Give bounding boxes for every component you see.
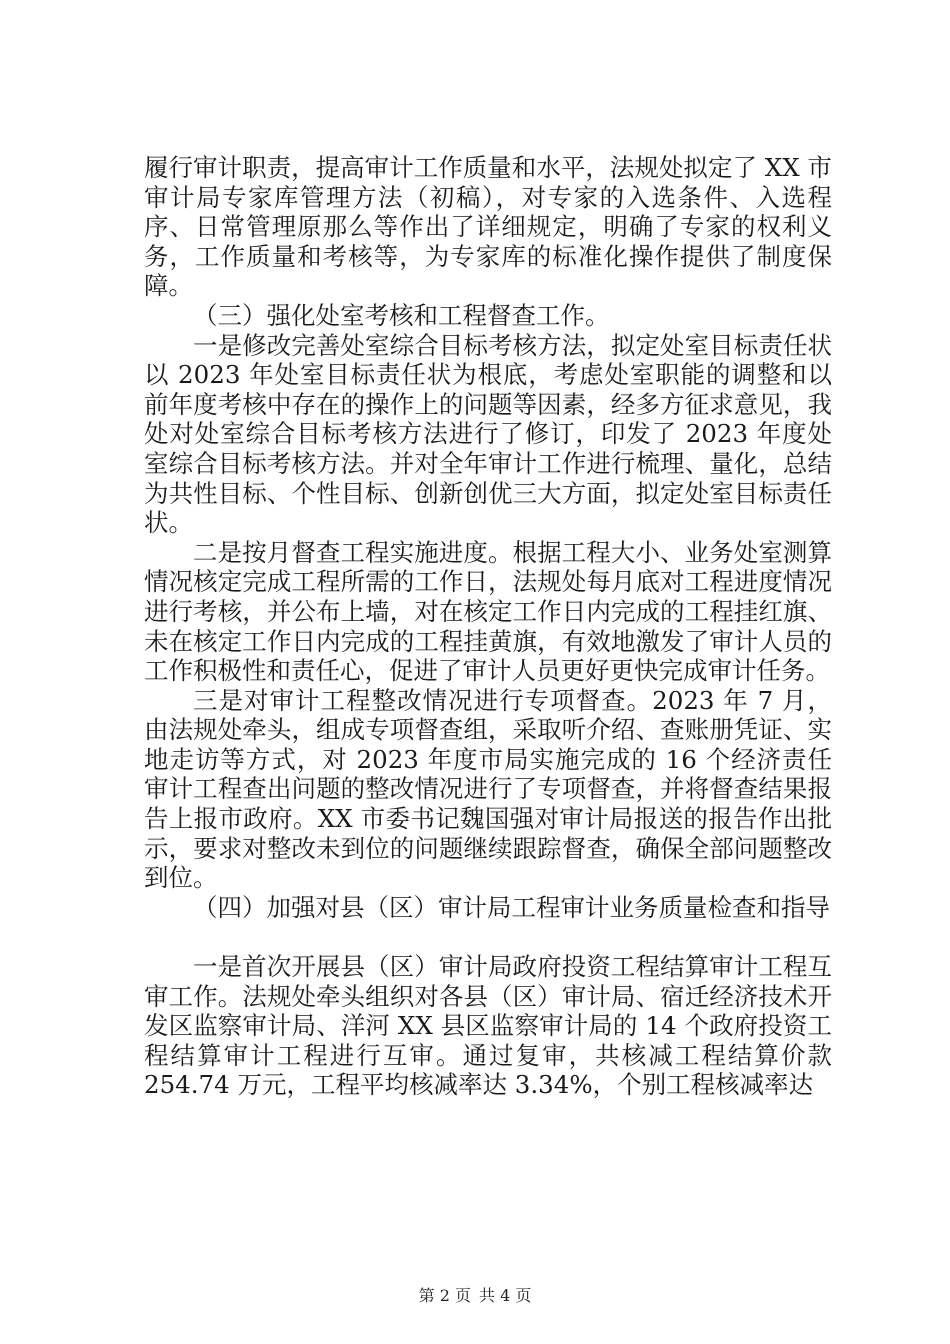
body-paragraph: 一是修改完善处室综合目标考核方法，拟定处室目标责任状以 2023 年处室目标责任状为根底，考虑处室职能的调整和以前年度考核中存在的操作上的问题等因素，经多方征求意见，我处对处室综合目标考核方法进行了修订，印发了 2023 年度处室综合目标考核方法。并对全年审计工作进行梳理、量化，总结为共性目标、个性目标、创新创优三大方面，拟定处室目标责任状。 [144, 330, 832, 538]
section-heading: （四）加强对县（区）审计局工程审计业务质量检查和指导 [193, 892, 830, 922]
body-paragraph: 履行审计职责，提高审计工作质量和水平，法规处拟定了 XX 市审计局专家库管理方法（初稿），对专家的入选条件、入选程序、日常管理原那么等作出了详细规定，明确了专家的权利义务，工作质量和考核等，为专家库的标准化操作提供了制度保障。 [144, 153, 832, 301]
page-total: 共 4 页 [479, 1286, 532, 1305]
document-body [144, 153, 832, 1100]
page-footer [0, 1283, 950, 1306]
section-heading: （三）强化处室考核和工程督查工作。 [193, 300, 610, 330]
body-paragraph: 二是按月督查工程实施进度。根据工程大小、业务处室测算情况核定完成工程所需的工作日，法规处每月底对工程进度情况进行考核，并公布上墙，对在核定工作日内完成的工程挂红旗、未在核定工作日内完成的工程挂黄旗，有效地激发了审计人员的工作积极性和责任心，促进了审计人员更好更快完成审计任务。 [144, 537, 832, 686]
body-paragraph: 三是对审计工程整改情况进行专项督查。2023 年 7 月，由法规处牵头，组成专项督查组，采取听介绍、查账册凭证、实地走访等方式，对 2023 年度市局实施完成的 16 个经济责任审计工程查出问题的整改情况进行了专项督查，并将督查结果报告上报市政府。XX 市委书记魏国强对审计局报送的报告作出批示，要求对整改未到位的问题继续跟踪督查，确保全部问题整改到位。 [144, 685, 832, 893]
body-paragraph: 一是首次开展县（区）审计局政府投资工程结算审计工程互审工作。法规处牵头组织对各县（区）审计局、宿迁经济技术开发区监察审计局、洋河 XX 县区监察审计局的 14 个政府投资工程结算审计工程进行互审。通过复审，共核减工程结算价款 254.74 万元，工程平均核减率达 3.34%，个别工程核减率达 [144, 952, 832, 1100]
page-number: 第 2 页 [418, 1286, 471, 1305]
